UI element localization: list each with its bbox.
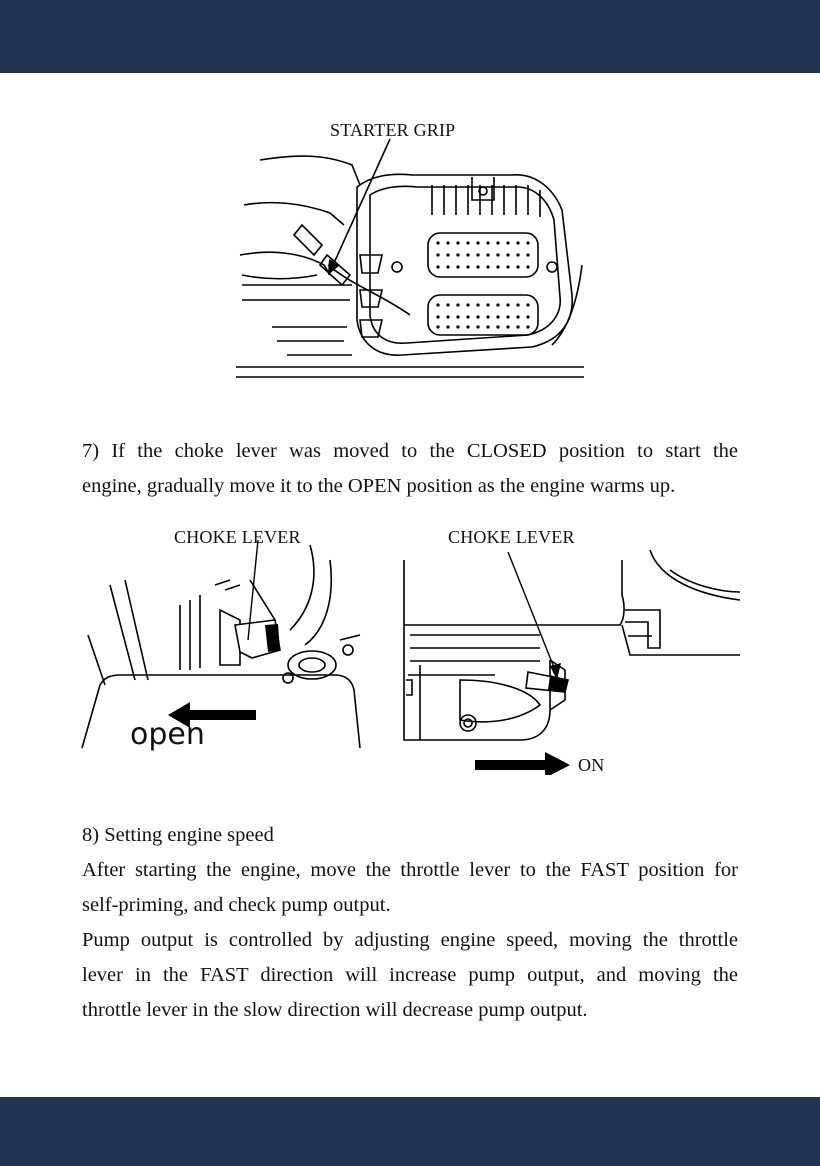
step7-paragraph bbox=[82, 434, 738, 504]
footer-band bbox=[0, 1097, 820, 1166]
step8-p2-line3: throttle lever in the slow direction will decrease pump output. bbox=[82, 999, 588, 1021]
step7-line2: engine, gradually move it to the OPEN position as the engine warms up. bbox=[82, 475, 676, 497]
header-band bbox=[0, 0, 820, 73]
step8-p2-line2: lever in the FAST direction will increase pump output, and moving the bbox=[82, 964, 738, 986]
step8-p1-line1: After starting the engine, move the throttle lever to the FAST position for bbox=[82, 859, 738, 881]
on-arrow-icon bbox=[475, 752, 570, 775]
choke-lever-right-label: CHOKE LEVER bbox=[448, 527, 575, 547]
choke-lever-open-illustration bbox=[80, 540, 365, 755]
choke-lever-left-label: CHOKE LEVER bbox=[174, 527, 301, 547]
starter-grip-figure bbox=[232, 115, 588, 385]
step7-line1: 7) If the choke lever was moved to the CLOSED position to start the bbox=[82, 440, 738, 462]
choke-lever-on-illustration bbox=[400, 540, 740, 775]
choke-leader-right bbox=[508, 552, 555, 670]
on-arrow-text: ON bbox=[578, 755, 605, 775]
step8-p2-line1: Pump output is controlled by adjusting engine speed, moving the throttle bbox=[82, 929, 738, 951]
choke-lever-open-figure bbox=[80, 540, 365, 755]
open-arrow-text: open bbox=[130, 717, 205, 752]
step8-title: 8) Setting engine speed bbox=[82, 824, 274, 846]
choke-lever-on-figure bbox=[400, 540, 740, 775]
starter-engine-illustration bbox=[232, 115, 588, 385]
starter-grip-label: STARTER GRIP bbox=[330, 120, 456, 140]
step8-p1-line2: self-priming, and check pump output. bbox=[82, 894, 391, 916]
step8-section bbox=[82, 818, 738, 1028]
